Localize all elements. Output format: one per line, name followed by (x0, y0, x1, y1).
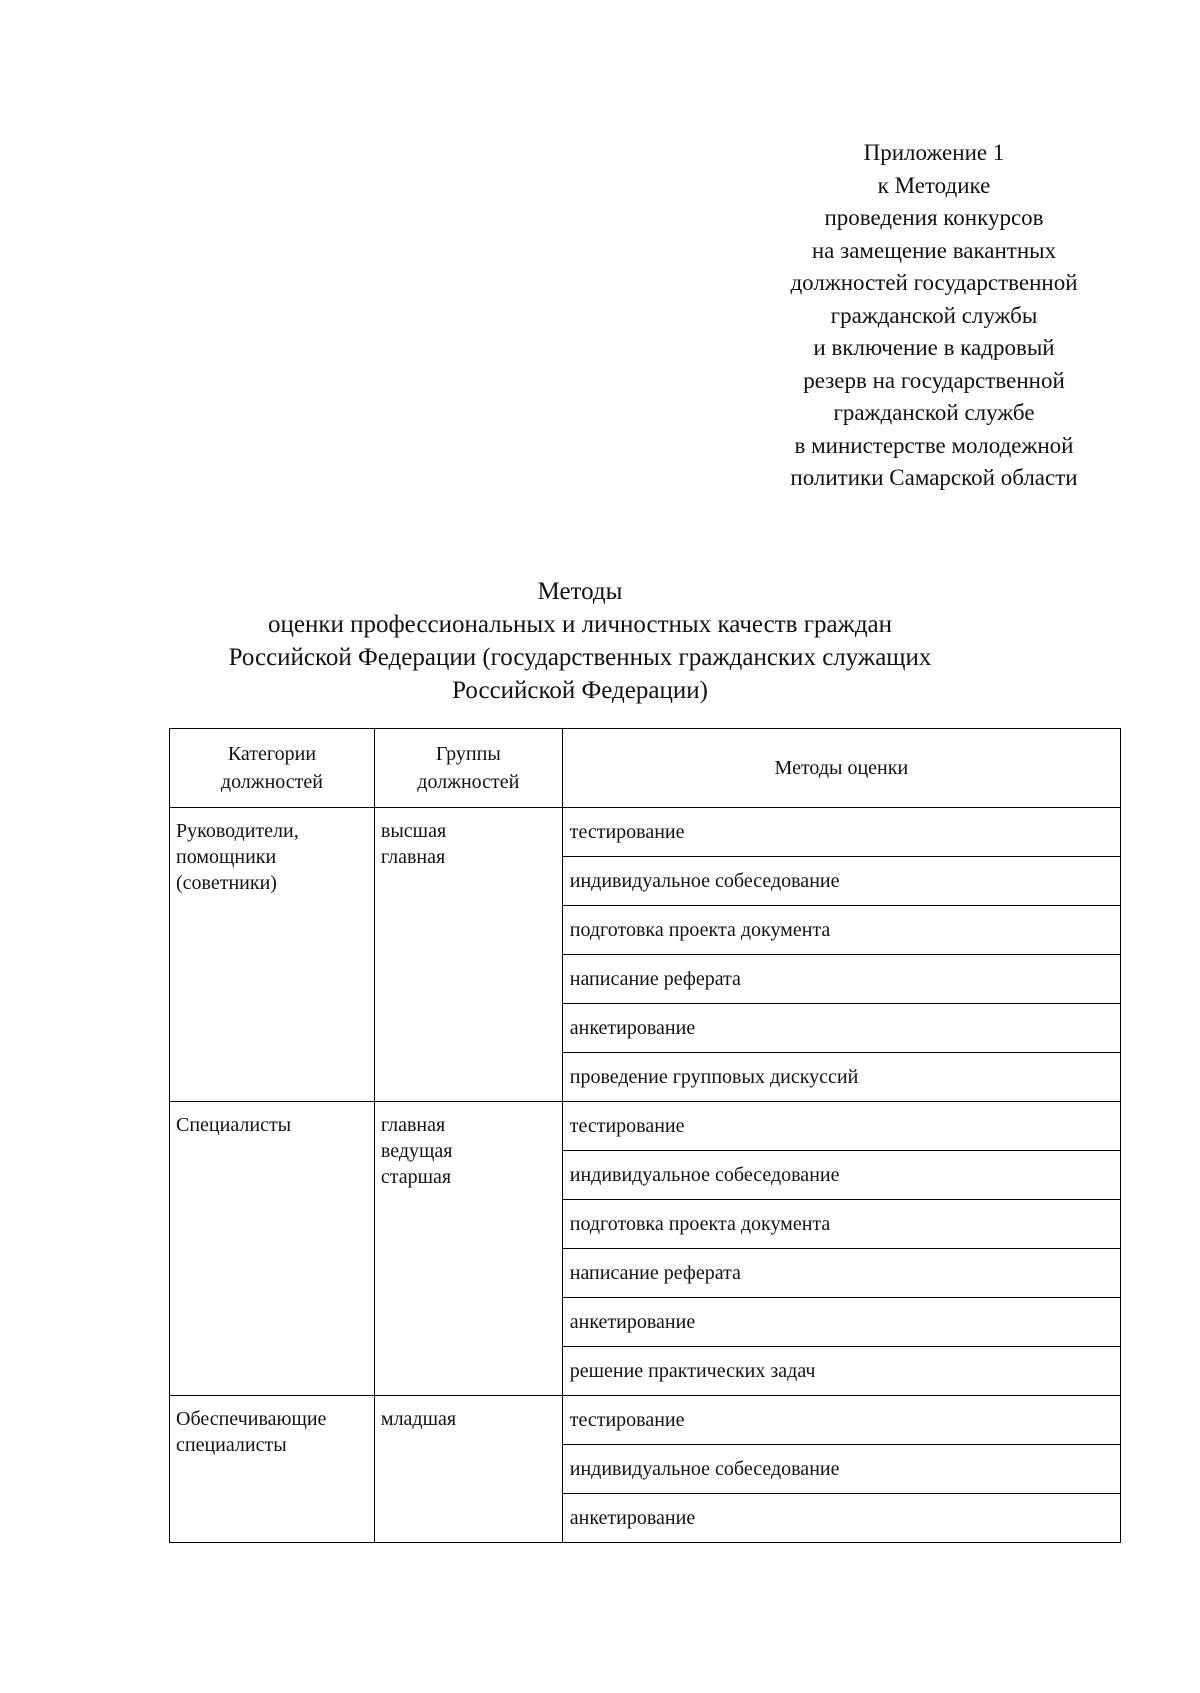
table-row (170, 808, 1121, 857)
method-cell: анкетирование (562, 1494, 1120, 1543)
appendix-line: и включение в кадровый (813, 335, 1055, 360)
method-cell: написание реферата (562, 1249, 1120, 1298)
header-methods: Методы оценки (562, 729, 1120, 808)
group-text: ведущая (380, 1140, 453, 1162)
method-cell: решение практических задач (562, 1347, 1120, 1396)
category-text: специалисты (176, 1434, 287, 1456)
method-cell: тестирование (562, 1102, 1120, 1151)
appendix-line: на замещение вакантных (811, 237, 1057, 263)
document-title (150, 575, 1010, 707)
method-cell: тестирование (562, 808, 1120, 857)
appendix-line: проведения конкурсов (824, 205, 1044, 230)
method-cell: индивидуальное собеседование (562, 1151, 1120, 1200)
table-header-row (170, 729, 1121, 808)
header-category (170, 729, 375, 808)
appendix-line: гражданской службе (833, 400, 1035, 425)
category-text: Обеспечивающие (176, 1408, 327, 1430)
method-cell: индивидуальное собеседование (562, 1445, 1120, 1494)
group-text: главная (380, 1114, 446, 1136)
group-text: младшая (380, 1408, 457, 1430)
group-text: высшая (380, 820, 447, 842)
header-text: Категории (227, 743, 317, 765)
header-text: Группы (435, 743, 501, 765)
method-cell: тестирование (562, 1396, 1120, 1445)
method-cell: подготовка проекта документа (562, 1200, 1120, 1249)
appendix-line: гражданской службы (830, 302, 1038, 328)
category-text: (советники) (176, 872, 277, 894)
method-cell: индивидуальное собеседование (562, 857, 1120, 906)
appendix-line: должностей государственной (790, 270, 1078, 295)
category-text: помощники (176, 846, 277, 868)
category-text: Специалисты (176, 1114, 292, 1136)
header-text: должностей (417, 771, 520, 793)
table-row (170, 1102, 1121, 1151)
title-line: Российской Федерации) (452, 677, 708, 704)
method-cell: проведение групповых дискуссий (562, 1053, 1120, 1102)
category-text: Руководители, (176, 820, 299, 842)
group-cell (374, 1102, 562, 1396)
appendix-line: политики Самарской области (790, 465, 1078, 490)
group-cell (374, 808, 562, 1102)
title-line: оценки профессиональных и личностных качеств граждан (267, 611, 893, 638)
title-line: Российской Федерации (государственных гражданских служащих (228, 644, 932, 671)
appendix-header (748, 137, 1120, 495)
method-cell: анкетирование (562, 1004, 1120, 1053)
method-cell: анкетирование (562, 1298, 1120, 1347)
title-line: Методы (537, 578, 623, 605)
category-cell (170, 1396, 375, 1543)
appendix-line: в министерстве молодежной (794, 432, 1074, 458)
group-text: главная (380, 846, 446, 868)
method-cell: подготовка проекта документа (562, 906, 1120, 955)
group-text: старшая (380, 1166, 452, 1188)
table-row (170, 1396, 1121, 1445)
methods-table (169, 728, 1121, 1543)
appendix-line: резерв на государственной (803, 367, 1065, 393)
category-cell (170, 1102, 375, 1396)
appendix-line: Приложение 1 (863, 140, 1005, 165)
header-group (374, 729, 562, 808)
appendix-line: к Методике (877, 172, 991, 198)
method-cell: написание реферата (562, 955, 1120, 1004)
group-cell (374, 1396, 562, 1543)
category-cell (170, 808, 375, 1102)
header-text: должностей (220, 771, 323, 793)
